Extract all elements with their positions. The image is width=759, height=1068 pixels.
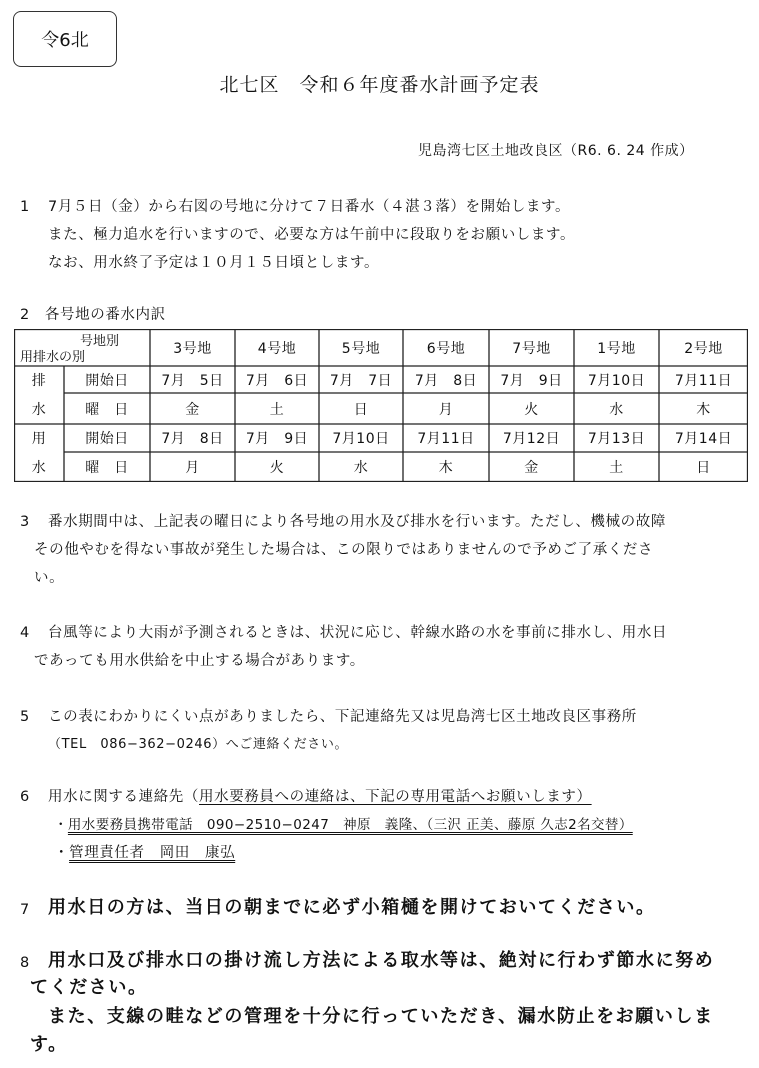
staff-phone-line: 用水要務員携帯電話 090−2510−0247 神原 義隆、（三沢 正美、藤原 久志2名交替） bbox=[67, 817, 633, 833]
column-header: 3号地 bbox=[173, 340, 212, 357]
use-start-cell: 7月 8日 bbox=[161, 431, 224, 447]
drain-start-cell: 7月 8日 bbox=[414, 372, 478, 389]
use-start-cell: 7月10日 bbox=[332, 431, 390, 447]
use-start-cell: 7月 9日 bbox=[245, 431, 309, 447]
section-4-line: であっても用水供給を中止する場合があります。 bbox=[34, 653, 365, 669]
section-6-line bbox=[54, 839, 235, 867]
section-number: 8 bbox=[20, 955, 30, 971]
drain-start-cell: 7月 5日 bbox=[161, 372, 224, 389]
column-header: 7号地 bbox=[512, 340, 551, 357]
corner-header-top: 号地別 bbox=[80, 334, 120, 349]
column-header: 6号地 bbox=[426, 340, 466, 357]
section-number: 1 bbox=[20, 199, 30, 215]
manager-line: 管理責任者 岡田 康弘 bbox=[69, 845, 236, 861]
column-header: 1号地 bbox=[597, 340, 636, 357]
section-5-line: この表にわかりにくい点がありましたら、下記連絡先又は児島湾七区土地改良区事務所 bbox=[48, 709, 637, 725]
contact-note: 用水要務員への連絡は、下記の専用電話へお願いします） bbox=[199, 789, 592, 805]
drain-weekday-cell: 土 bbox=[269, 401, 285, 418]
use-weekday-cell: 日 bbox=[696, 460, 711, 476]
bullet: ・ bbox=[54, 845, 70, 861]
row-label-weekday: 曜 日 bbox=[85, 460, 129, 476]
section-8-line: す。 bbox=[30, 1034, 68, 1055]
use-start-cell: 7月11日 bbox=[417, 431, 475, 447]
use-weekday-cell: 火 bbox=[269, 460, 285, 476]
drain-weekday-cell: 水 bbox=[609, 401, 624, 418]
section-5-line: （TEL 086−362−0246）へご連絡ください。 bbox=[48, 737, 349, 752]
drain-start-cell: 7月 7日 bbox=[329, 372, 393, 389]
bullet: ・ bbox=[54, 817, 68, 833]
drain-weekday-cell: 木 bbox=[696, 401, 711, 418]
use-start-cell: 7月13日 bbox=[587, 431, 646, 447]
section-1-line: 7月５日（金）から右図の号地に分けて７日番水（４湛３落）を開始します。 bbox=[48, 199, 571, 215]
drain-start-cell: 7月 6日 bbox=[245, 372, 309, 389]
column-header: 4号地 bbox=[257, 340, 297, 357]
row-label-weekday: 曜 日 bbox=[85, 401, 129, 418]
drain-start-cell: 7月10日 bbox=[587, 372, 646, 389]
row-label-start-date: 開始日 bbox=[85, 372, 129, 389]
section-8-line: てください。 bbox=[30, 977, 148, 998]
section-number: 5 bbox=[20, 709, 30, 725]
section-number: 7 bbox=[20, 902, 30, 918]
drain-group-label: 排 bbox=[31, 372, 47, 389]
schedule-table bbox=[14, 329, 748, 482]
use-weekday-cell: 月 bbox=[185, 460, 200, 476]
column-header: 2号地 bbox=[684, 340, 723, 357]
creator-line: 児島湾七区土地改良区（R6. 6. 24 作成） bbox=[418, 143, 694, 159]
contact-heading: 用水に関する連絡先（ bbox=[48, 789, 199, 805]
use-weekday-cell: 金 bbox=[524, 460, 539, 476]
section-6-line bbox=[54, 811, 633, 839]
use-group-label: 水 bbox=[31, 460, 47, 476]
use-weekday-cell: 木 bbox=[438, 460, 454, 476]
use-weekday-cell: 水 bbox=[353, 460, 369, 476]
row-label-start-date: 開始日 bbox=[85, 431, 129, 447]
section-7-line: 用水日の方は、当日の朝までに必ず小箱樋を開けておいてください。 bbox=[48, 897, 656, 918]
use-start-cell: 7月14日 bbox=[674, 431, 733, 447]
document-tag: 令6北 bbox=[13, 11, 117, 67]
section-8-line: 用水口及び排水口の掛け流し方法による取水等は、絶対に行わず節水に努め bbox=[48, 950, 715, 971]
section-3-line: その他やむを得ない事故が発生した場合は、この限りではありませんので予めご了承くださ bbox=[34, 542, 654, 558]
drain-weekday-cell: 金 bbox=[185, 401, 200, 418]
use-weekday-cell: 土 bbox=[609, 460, 624, 476]
drain-group-label: 水 bbox=[31, 401, 47, 418]
drain-weekday-cell: 日 bbox=[353, 401, 369, 418]
section-3-line: 番水期間中は、上記表の曜日により各号地の用水及び排水を行います。ただし、機械の故障 bbox=[48, 514, 666, 530]
section-1-line: なお、用水終了予定は１０月１５日頃とします。 bbox=[48, 255, 380, 271]
use-group-label: 用 bbox=[31, 431, 47, 447]
drain-start-cell: 7月 9日 bbox=[500, 372, 563, 389]
section-number: 4 bbox=[20, 625, 30, 641]
drain-start-cell: 7月11日 bbox=[674, 372, 733, 389]
column-header: 5号地 bbox=[341, 340, 381, 357]
section-1-line: また、極力追水を行いますので、必要な方は午前中に段取りをお願いします。 bbox=[48, 227, 576, 243]
section-8-line: また、支線の畦などの管理を十分に行っていただき、漏水防止をお願いしま bbox=[48, 1006, 714, 1027]
section-number: 6 bbox=[20, 789, 30, 805]
section-3-line: い。 bbox=[34, 570, 65, 586]
section-6-line bbox=[48, 783, 592, 811]
drain-weekday-cell: 月 bbox=[438, 401, 454, 418]
section-2-heading: 2 各号地の番水内訳 bbox=[20, 307, 166, 323]
page-title: 北七区 令和６年度番水計画予定表 bbox=[219, 74, 540, 96]
use-start-cell: 7月12日 bbox=[502, 431, 561, 447]
corner-header-bottom: 用排水の別 bbox=[20, 350, 86, 365]
section-number: 3 bbox=[20, 514, 30, 530]
drain-weekday-cell: 火 bbox=[524, 401, 539, 418]
section-4-line: 台風等により大雨が予測されるときは、状況に応じ、幹線水路の水を事前に排水し、用水日 bbox=[48, 625, 668, 641]
